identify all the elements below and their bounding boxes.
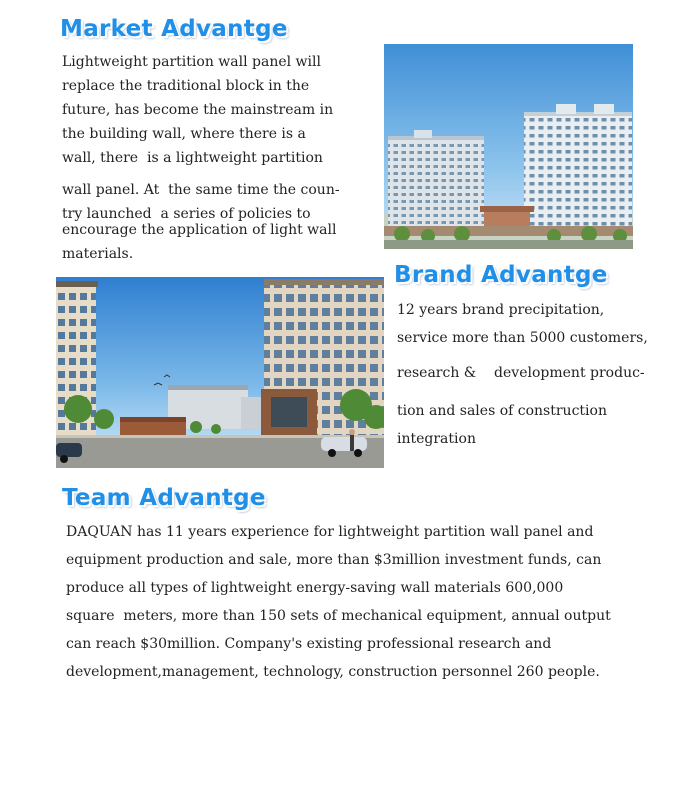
team-heading: Team Advantge xyxy=(62,485,266,511)
market-text-line: encourage the application of light wall xyxy=(62,222,337,238)
market-heading: Market Advantge xyxy=(60,16,288,42)
team-text-line: can reach $30million. Company's existing professional research and xyxy=(66,636,552,652)
brand-text-line: 12 years brand precipitation, xyxy=(397,302,605,318)
residential-buildings-photo xyxy=(384,44,633,249)
market-text-line: the building wall, where there is a xyxy=(62,126,306,142)
team-text-line: DAQUAN has 11 years experience for lightweight partition wall panel and xyxy=(66,524,594,540)
team-text-line: equipment production and sale, more than $3million investment funds, can xyxy=(66,552,602,568)
market-text-line: Lightweight partition wall panel will xyxy=(62,54,321,70)
market-text-line: future, has become the mainstream in xyxy=(62,102,334,118)
market-text-line: wall, there is a lightweight partition xyxy=(62,150,323,166)
team-text-line: square meters, more than 150 sets of mechanical equipment, annual output xyxy=(66,608,611,624)
market-text-line: materials. xyxy=(62,246,134,262)
team-text-line: produce all types of lightweight energy-saving wall materials 600,000 xyxy=(66,580,564,596)
brand-text-line: tion and sales of construction xyxy=(397,403,607,419)
brand-text-line: research & development produc- xyxy=(397,365,645,381)
factory-campus-photo xyxy=(56,277,384,468)
market-text-line: try launched a series of policies to xyxy=(62,206,311,222)
market-text-line: wall panel. At the same time the coun- xyxy=(62,182,340,198)
market-text-line: replace the traditional block in the xyxy=(62,78,310,94)
team-text-line: development,management, technology, construction personnel 260 people. xyxy=(66,664,600,680)
brand-heading: Brand Advantge xyxy=(394,262,608,288)
brand-text-line: service more than 5000 customers, xyxy=(397,330,648,346)
brand-text-line: integration xyxy=(397,431,476,447)
